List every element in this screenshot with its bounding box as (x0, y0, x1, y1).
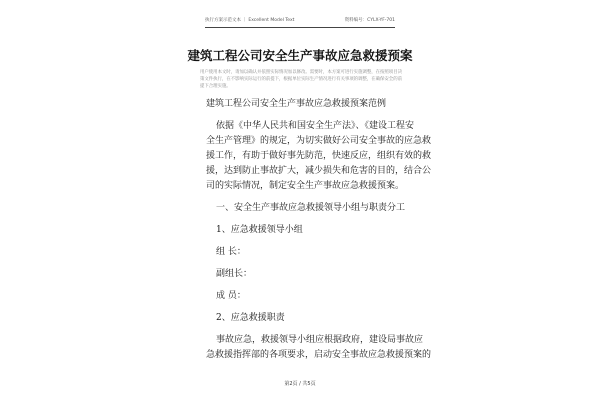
header-right-text: 资料编号：CYLX-YF-701 (344, 18, 395, 23)
body-paragraph-line: 事故应急，救援领导小组应根据政府，建设局事故应 (216, 335, 424, 345)
subsection-heading: 1、应急救援领导小组 (216, 225, 303, 235)
body-paragraph-line: 依据《中华人民共和国安全生产法》、《建设工程安 (216, 121, 415, 131)
role-leader: 组 长： (216, 247, 246, 257)
header-divider (205, 27, 395, 28)
page-number: 第2页 / 共5页 (284, 381, 316, 387)
body-paragraph-line: 急救援指挥部的各项要求，启动安全事故应急救援预案的 (206, 350, 432, 360)
document-body (206, 97, 432, 363)
section-heading: 一、安全生产事故应急救援领导小组与职责分工 (216, 203, 406, 213)
page-header (205, 14, 395, 26)
header-left-text: 执行方案示范文本 ｜ Excellent Model Text (205, 18, 295, 23)
role-members: 成 员： (216, 291, 246, 301)
document-title: 建筑工程公司安全生产事故应急救援预案 (187, 48, 413, 63)
body-heading: 建筑工程公司安全生产事故应急救援预案范例 (206, 99, 387, 109)
body-paragraph-line: 援，达到防止事故扩大，减少损失和危害的目的，结合公 (206, 166, 432, 176)
body-paragraph-line: 全生产管理》的规定，为切实做好公司安全事故的应急救 (206, 136, 432, 146)
role-deputy-leader: 副组长： (216, 269, 253, 279)
disclaimer-text: 用户使用本文时，请加以确认并依照实际情况加以修改。需要时，本方案可进行实施调整，在按照项目决策文件执行，在不影响实际运行的前提下，根据单位实际生产情况进行有关事项的调整，在确保安全的前提下合理实施。 (200, 70, 402, 90)
body-paragraph-line: 司的实际情况，制定安全生产事故应急救援预案。 (206, 181, 405, 191)
body-paragraph-line: 援工作，有助于做好事先防范，快速反应，组织有效的救 (206, 151, 432, 161)
subsection-heading: 2、应急救援职责 (216, 313, 285, 323)
